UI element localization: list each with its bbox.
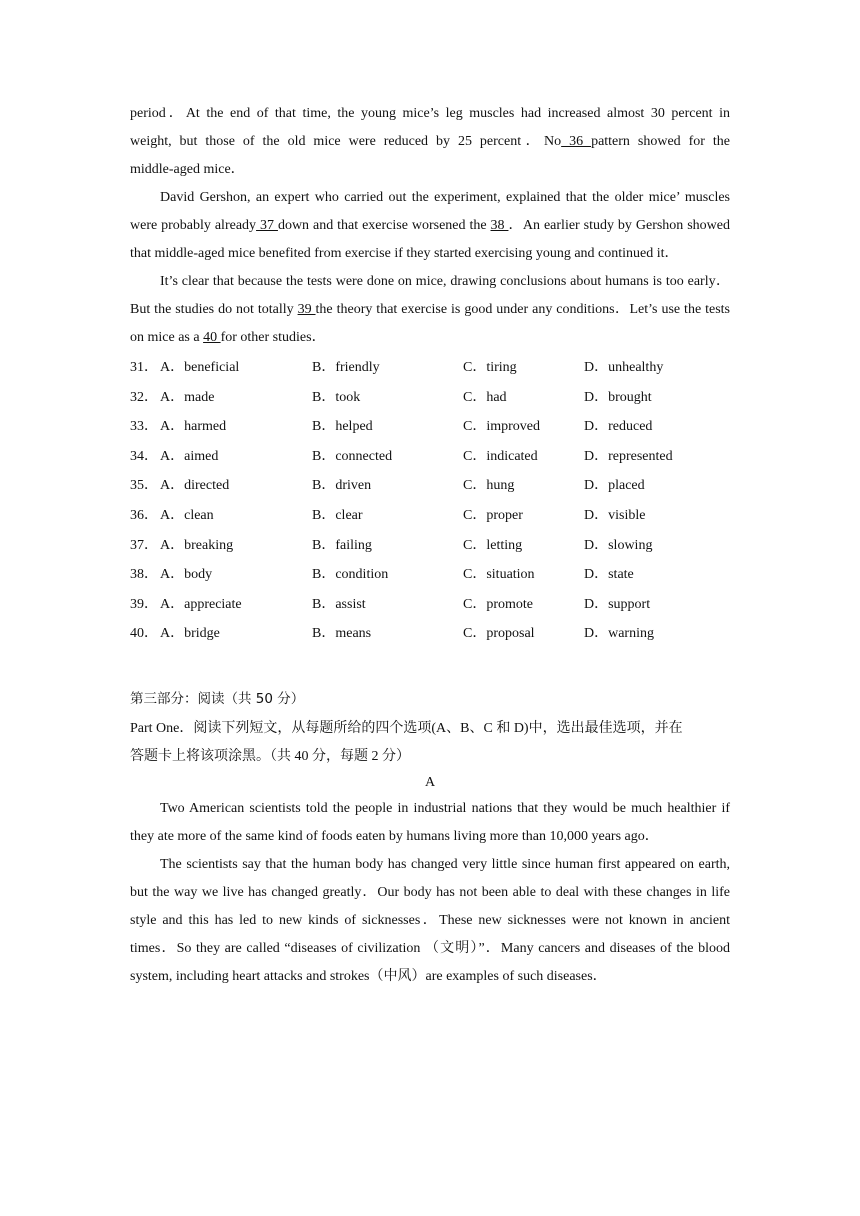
option-c: C．situation	[463, 567, 535, 583]
question-row	[130, 383, 730, 413]
option-c: C．proper	[463, 507, 523, 523]
cloze-text: It’s clear that because the tests were done on mice, drawing conclusions about humans is too early．But the studies do not totally	[130, 274, 730, 317]
question-row	[130, 471, 730, 501]
option-c: C．proposal	[463, 626, 535, 642]
passage-text: Two American scientists told the people in industrial nations that they would be much healthier if they ate more of the same kind of foods eaten by humans living more than 10,000 years ago．	[130, 800, 730, 844]
option-d: D．support	[584, 596, 651, 612]
option-d: D．state	[584, 567, 634, 583]
blank-40: 40	[203, 330, 221, 345]
cloze-text: down and that exercise worsened the	[277, 218, 491, 233]
section-heading: 第三部分：阅读（共 50 分）	[130, 690, 305, 707]
cloze-text: David Gershon, an expert who carried out the experiment, explained that the older mice’ muscles were probably already	[130, 190, 730, 233]
question-row	[130, 442, 730, 472]
option-a: A．harmed	[160, 419, 227, 435]
passage-text: The scientists say that the human body has changed very little since human first appeared on earth, but the way we live has changed greatly．Our body has not been able to deal with these changes in life style and this has led to new kinds of sicknesses．These new sicknesses were not known in ancient times．So they are called “diseases of civilization （文明）”．Many cancers and diseases of the blood system, including heart attacks and strokes（中风）are examples of such diseases．	[130, 856, 730, 984]
option-a: A．clean	[160, 507, 214, 523]
question-row	[130, 560, 730, 590]
question-number: 33．	[130, 419, 158, 435]
question-number: 36．	[130, 507, 158, 523]
option-d: D．warning	[584, 626, 654, 642]
option-c: C．tiring	[463, 360, 517, 375]
question-number: 40．	[130, 626, 158, 642]
option-d: D．represented	[584, 448, 673, 464]
option-b: B．connected	[312, 448, 393, 464]
question-row	[130, 353, 730, 383]
option-b: B．helped	[312, 419, 373, 435]
question-number: 32．	[130, 389, 158, 405]
cloze-paragraph	[130, 268, 730, 352]
question-row	[130, 619, 730, 649]
cloze-text: ．An earlier study by Gershon showed that middle-aged mice benefited from exercise if they started exercising young and continued it．	[130, 218, 731, 261]
option-d: D．reduced	[584, 419, 653, 435]
question-options	[130, 353, 730, 649]
cloze-text: middle-aged mice．	[130, 162, 245, 177]
question-row	[130, 590, 730, 620]
option-b: B．condition	[312, 567, 389, 583]
option-d: D．visible	[584, 507, 646, 523]
question-number: 39．	[130, 596, 158, 612]
option-b: B．means	[312, 626, 372, 642]
option-a: A．body	[160, 567, 213, 583]
option-c: C．promote	[463, 596, 533, 612]
cloze-line	[130, 128, 730, 156]
question-row	[130, 412, 730, 442]
exam-page	[130, 100, 730, 991]
option-a: A．breaking	[160, 537, 234, 553]
instruction-line	[130, 715, 730, 743]
option-c: C．hung	[463, 478, 515, 494]
option-d: D．slowing	[584, 537, 653, 553]
option-c: C．indicated	[463, 448, 538, 464]
option-c: C．improved	[463, 419, 540, 435]
option-d: D．unhealthy	[584, 360, 664, 375]
blank-38: 38	[490, 218, 509, 233]
question-row	[130, 531, 730, 561]
question-number: 34．	[130, 448, 158, 464]
cloze-text: pattern showed for the	[591, 134, 730, 149]
option-b: B．failing	[312, 537, 372, 553]
instruction-line	[130, 743, 730, 771]
option-a: A．appreciate	[160, 596, 242, 612]
option-d: D．brought	[584, 389, 652, 405]
question-number: 31．	[130, 360, 158, 375]
instruction-text: 答题卡上将该项涂黑。（共 40 分，每题 2 分）	[130, 748, 410, 764]
option-a: A．directed	[160, 478, 230, 494]
option-a: A．bridge	[160, 626, 220, 642]
option-a: A．made	[160, 389, 215, 405]
cloze-text: for other studies．	[220, 330, 326, 345]
option-c: C．letting	[463, 537, 523, 553]
question-number: 38．	[130, 567, 158, 583]
option-b: B．took	[312, 389, 361, 405]
cloze-text: period．At the end of that time, the young mice’s leg muscles had increased almost 30 percent in	[130, 106, 730, 121]
option-b: B．friendly	[312, 360, 380, 375]
question-number: 37．	[130, 537, 158, 553]
option-c: C．had	[463, 389, 507, 405]
passage-paragraph	[130, 795, 730, 851]
option-b: B．clear	[312, 507, 363, 523]
question-number: 35．	[130, 478, 158, 494]
blank-36: 36	[561, 134, 592, 149]
option-b: B．driven	[312, 478, 372, 494]
cloze-text: weight, but those of the old mice were reduced by 25 percent．No	[130, 134, 562, 149]
instruction-text: Part One．阅读下列短文，从每题所给的四个选项(A、B、C 和 D)中，选出最佳选项，并在	[130, 720, 683, 736]
option-a: A．beneficial	[160, 360, 240, 375]
cloze-text: the theory that exercise is good under any conditions．Let’s use the tests on mice as a	[130, 302, 730, 345]
cloze-line	[130, 156, 730, 184]
blank-37: 37	[256, 218, 278, 233]
option-d: D．placed	[584, 478, 645, 494]
blank-39: 39	[297, 302, 316, 317]
question-row	[130, 501, 730, 531]
cloze-line	[130, 100, 730, 128]
passage-label: A	[424, 774, 436, 790]
cloze-paragraph	[130, 184, 730, 268]
passage-paragraph	[130, 851, 730, 991]
option-a: A．aimed	[160, 448, 219, 464]
option-b: B．assist	[312, 596, 366, 612]
